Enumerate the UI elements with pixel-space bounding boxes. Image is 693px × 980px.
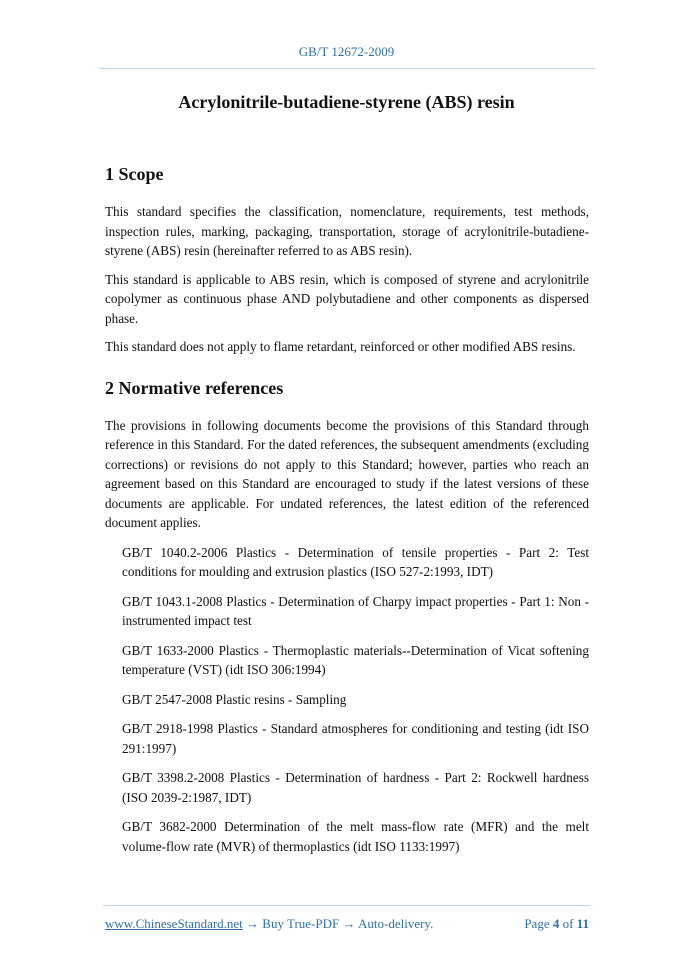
page-label: Page (524, 916, 550, 931)
reference-item: GB/T 1043.1-2008 Plastics - Determination of Charpy impact properties - Part 1: Non - instrumented impact test (122, 593, 589, 628)
arrow-right-icon: → (342, 916, 356, 931)
reference-item: GB/T 3398.2-2008 Plastics - Determination of hardness - Part 2: Rockwell hardness (ISO 2039-2:1987, IDT) (122, 770, 589, 805)
website-link[interactable]: www.ChineseStandard.net (105, 916, 243, 931)
standard-code: GB/T 12672-2009 (298, 44, 395, 59)
footer-step-delivery: Auto-delivery. (358, 916, 434, 931)
reference-item: GB/T 1040.2-2006 Plastics - Determination of tensile properties - Part 2: Test conditions for moulding and extrusion plastics (ISO 527-2:1993, IDT) (122, 544, 589, 579)
section-heading-scope: 1 Scope (105, 164, 164, 184)
document-body (105, 160, 589, 856)
references-intro: The provisions in following documents become the provisions of this Standard through reference in this Standard. For the dated references, the subsequent amendments (excluding corrections) or revisions do not apply to this Standard; however, parties who reach an agreement based on this Standard are encouraged to study if the latest versions of these documents are applicable. For undated references, the latest edition of the referenced document applies. (105, 417, 589, 530)
reference-item: GB/T 2918-1998 Plastics - Standard atmospheres for conditioning and testing (idt ISO 291:1997) (122, 721, 589, 756)
document-title: Acrylonitrile-butadiene-styrene (ABS) resin (178, 92, 515, 112)
section-heading-normative-references: 2 Normative references (105, 377, 284, 398)
page-current: 4 (552, 916, 560, 931)
reference-item: GB/T 2547-2008 Plastic resins - Sampling (122, 691, 347, 707)
page-of: of (562, 916, 574, 931)
scope-paragraph: This standard specifies the classification, nomenclature, requirements, test methods, inspection rules, marking, packaging, transportation, storage of acrylonitrile-butadiene-styrene (ABS) resin (hereinafter referred to as ABS resin). (105, 204, 589, 258)
reference-item: GB/T 3682-2000 Determination of the melt mass-flow rate (MFR) and the melt volume-flow rate (MVR) of thermoplastics (idt ISO 1133:1997) (122, 819, 589, 854)
page-indicator (524, 916, 589, 932)
footer-step-buy: Buy True-PDF (262, 916, 340, 931)
scope-paragraph: This standard does not apply to flame retardant, reinforced or other modified ABS resins. (105, 339, 576, 354)
footer-promo (105, 916, 433, 932)
footer-divider (103, 905, 590, 906)
page-total: 11 (576, 916, 589, 931)
header-divider (99, 68, 595, 69)
reference-item: GB/T 1633-2000 Plastics - Thermoplastic materials--Determination of Vicat softening temperature (VST) (idt ISO 306:1994) (122, 642, 589, 677)
arrow-right-icon: → (246, 916, 260, 931)
scope-paragraph: This standard is applicable to ABS resin, which is composed of styrene and acrylonitrile copolymer as continuous phase AND polybutadiene and other components as dispersed phase. (105, 271, 589, 326)
